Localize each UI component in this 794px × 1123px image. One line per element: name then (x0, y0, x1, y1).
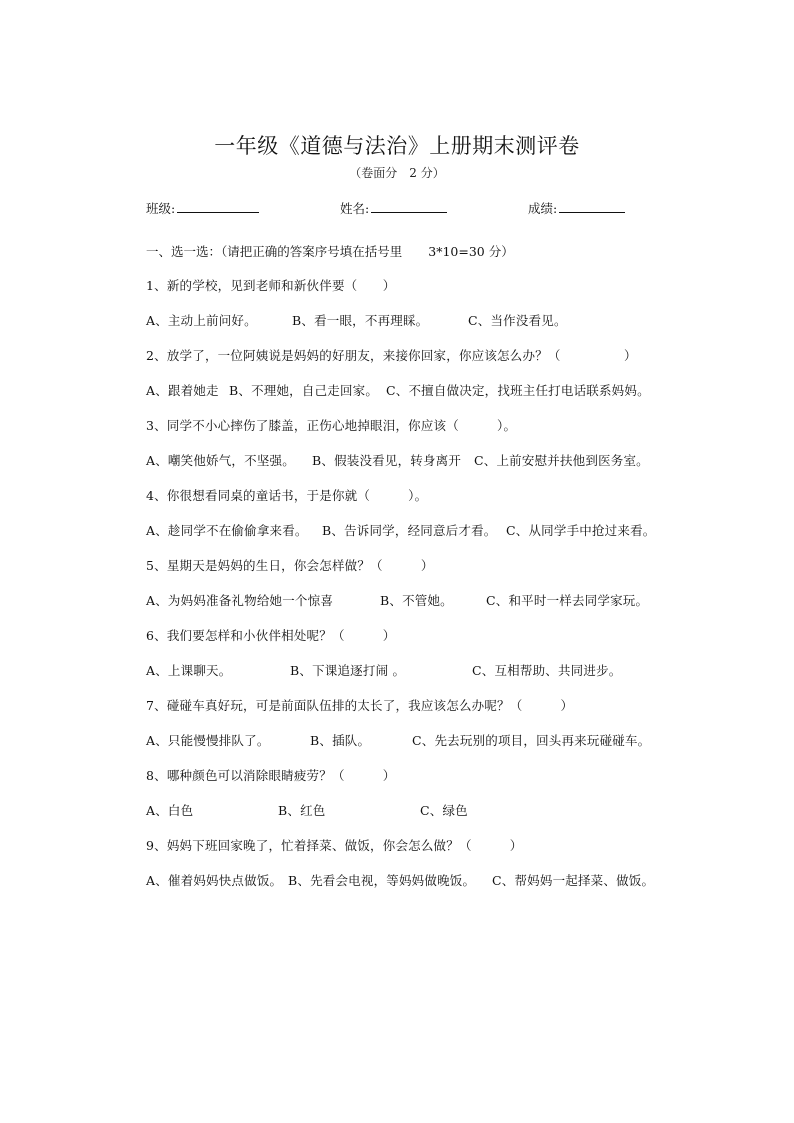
score-label: 成绩: (528, 201, 558, 216)
name-field[interactable] (340, 199, 447, 217)
option-b[interactable]: B、红色 (278, 803, 326, 818)
question-1: 1、新的学校，见到老师和新伙伴要（ ） (146, 278, 396, 293)
question-8: 8、哪种颜色可以消除眼睛疲劳？（ ） (146, 768, 396, 783)
question-8-options (146, 801, 666, 819)
name-blank[interactable] (371, 200, 447, 213)
section-score: 3*10=30 分） (428, 244, 514, 259)
question-5-options (146, 591, 666, 609)
question-9-options (146, 871, 666, 889)
option-c[interactable]: C、上前安慰并扶他到医务室。 (474, 453, 649, 468)
question-6: 6、我们要怎样和小伙伴相处呢？（ ） (146, 628, 396, 643)
section-instruction: 一、选一选：（请把正确的答案序号填在括号里 (146, 244, 403, 259)
question-3-options (146, 451, 666, 469)
option-b[interactable]: B、看一眼，不再理睬。 (292, 313, 429, 328)
score-blank[interactable] (559, 200, 625, 213)
option-b[interactable]: B、下课追逐打闹 。 (290, 663, 406, 678)
option-b[interactable]: B、不管她。 (380, 593, 453, 608)
class-field[interactable] (146, 199, 259, 217)
question-5: 5、星期天是妈妈的生日，你会怎样做？（ ） (146, 558, 434, 573)
option-a[interactable]: A、催着妈妈快点做饭。 (146, 873, 283, 888)
option-a[interactable]: A、只能慢慢排队了。 (146, 733, 270, 748)
section-title (146, 242, 514, 260)
question-9: 9、妈妈下班回家晚了，忙着择菜、做饭，你会怎么做？（ ） (146, 838, 523, 853)
option-a[interactable]: A、跟着她走 (146, 383, 219, 398)
option-b[interactable]: B、假装没看见，转身离开 (312, 453, 462, 468)
option-a[interactable]: A、上课聊天。 (146, 663, 232, 678)
question-6-options (146, 661, 666, 679)
option-b[interactable]: B、先看会电视，等妈妈做晚饭。 (288, 873, 476, 888)
class-blank[interactable] (177, 200, 259, 213)
student-info-row (146, 199, 666, 219)
question-4: 4、你很想看同桌的童话书，于是你就（ ）。 (146, 488, 428, 503)
option-a[interactable]: A、主动上前问好。 (146, 313, 257, 328)
class-label: 班级: (146, 201, 176, 216)
question-7-options (146, 731, 666, 749)
option-b[interactable]: B、插队。 (310, 733, 371, 748)
option-c[interactable]: C、绿色 (420, 803, 468, 818)
question-1-options (146, 311, 666, 329)
option-a[interactable]: A、为妈妈准备礼物给她一个惊喜 (146, 593, 334, 608)
name-label: 姓名: (340, 201, 370, 216)
option-c[interactable]: C、和平时一样去同学家玩。 (486, 593, 649, 608)
question-2: 2、放学了，一位阿姨说是妈妈的好朋友，来接你回家，你应该怎么办？（ ） (146, 348, 637, 363)
option-c[interactable]: C、帮妈妈一起择菜、做饭。 (492, 873, 655, 888)
option-a[interactable]: A、趁同学不在偷偷拿来看。 (146, 523, 308, 538)
option-c[interactable]: C、从同学手中抢过来看。 (506, 523, 656, 538)
option-a[interactable]: A、白色 (146, 803, 194, 818)
page-subtitle: （卷面分 2 分） (349, 166, 445, 180)
option-a[interactable]: A、嘲笑他娇气，不坚强。 (146, 453, 295, 468)
option-c[interactable]: C、不擅自做决定，找班主任打电话联系妈妈。 (386, 383, 650, 398)
score-field[interactable] (528, 199, 625, 217)
option-c[interactable]: C、当作没看见。 (468, 313, 567, 328)
question-7: 7、碰碰车真好玩，可是前面队伍排的太长了，我应该怎么办呢？（ ） (146, 698, 574, 713)
option-b[interactable]: B、不理她，自己走回家。 (229, 383, 379, 398)
question-2-options (146, 381, 666, 399)
page-title: 一年级《道德与法治》上册期末测评卷 (214, 134, 580, 158)
question-4-options (146, 521, 666, 539)
option-b[interactable]: B、告诉同学，经同意后才看。 (322, 523, 497, 538)
option-c[interactable]: C、互相帮助、共同进步。 (472, 663, 622, 678)
option-c[interactable]: C、先去玩别的项目，回头再来玩碰碰车。 (412, 733, 651, 748)
question-3: 3、同学不小心摔伤了膝盖，正伤心地掉眼泪，你应该（ ）。 (146, 418, 517, 433)
